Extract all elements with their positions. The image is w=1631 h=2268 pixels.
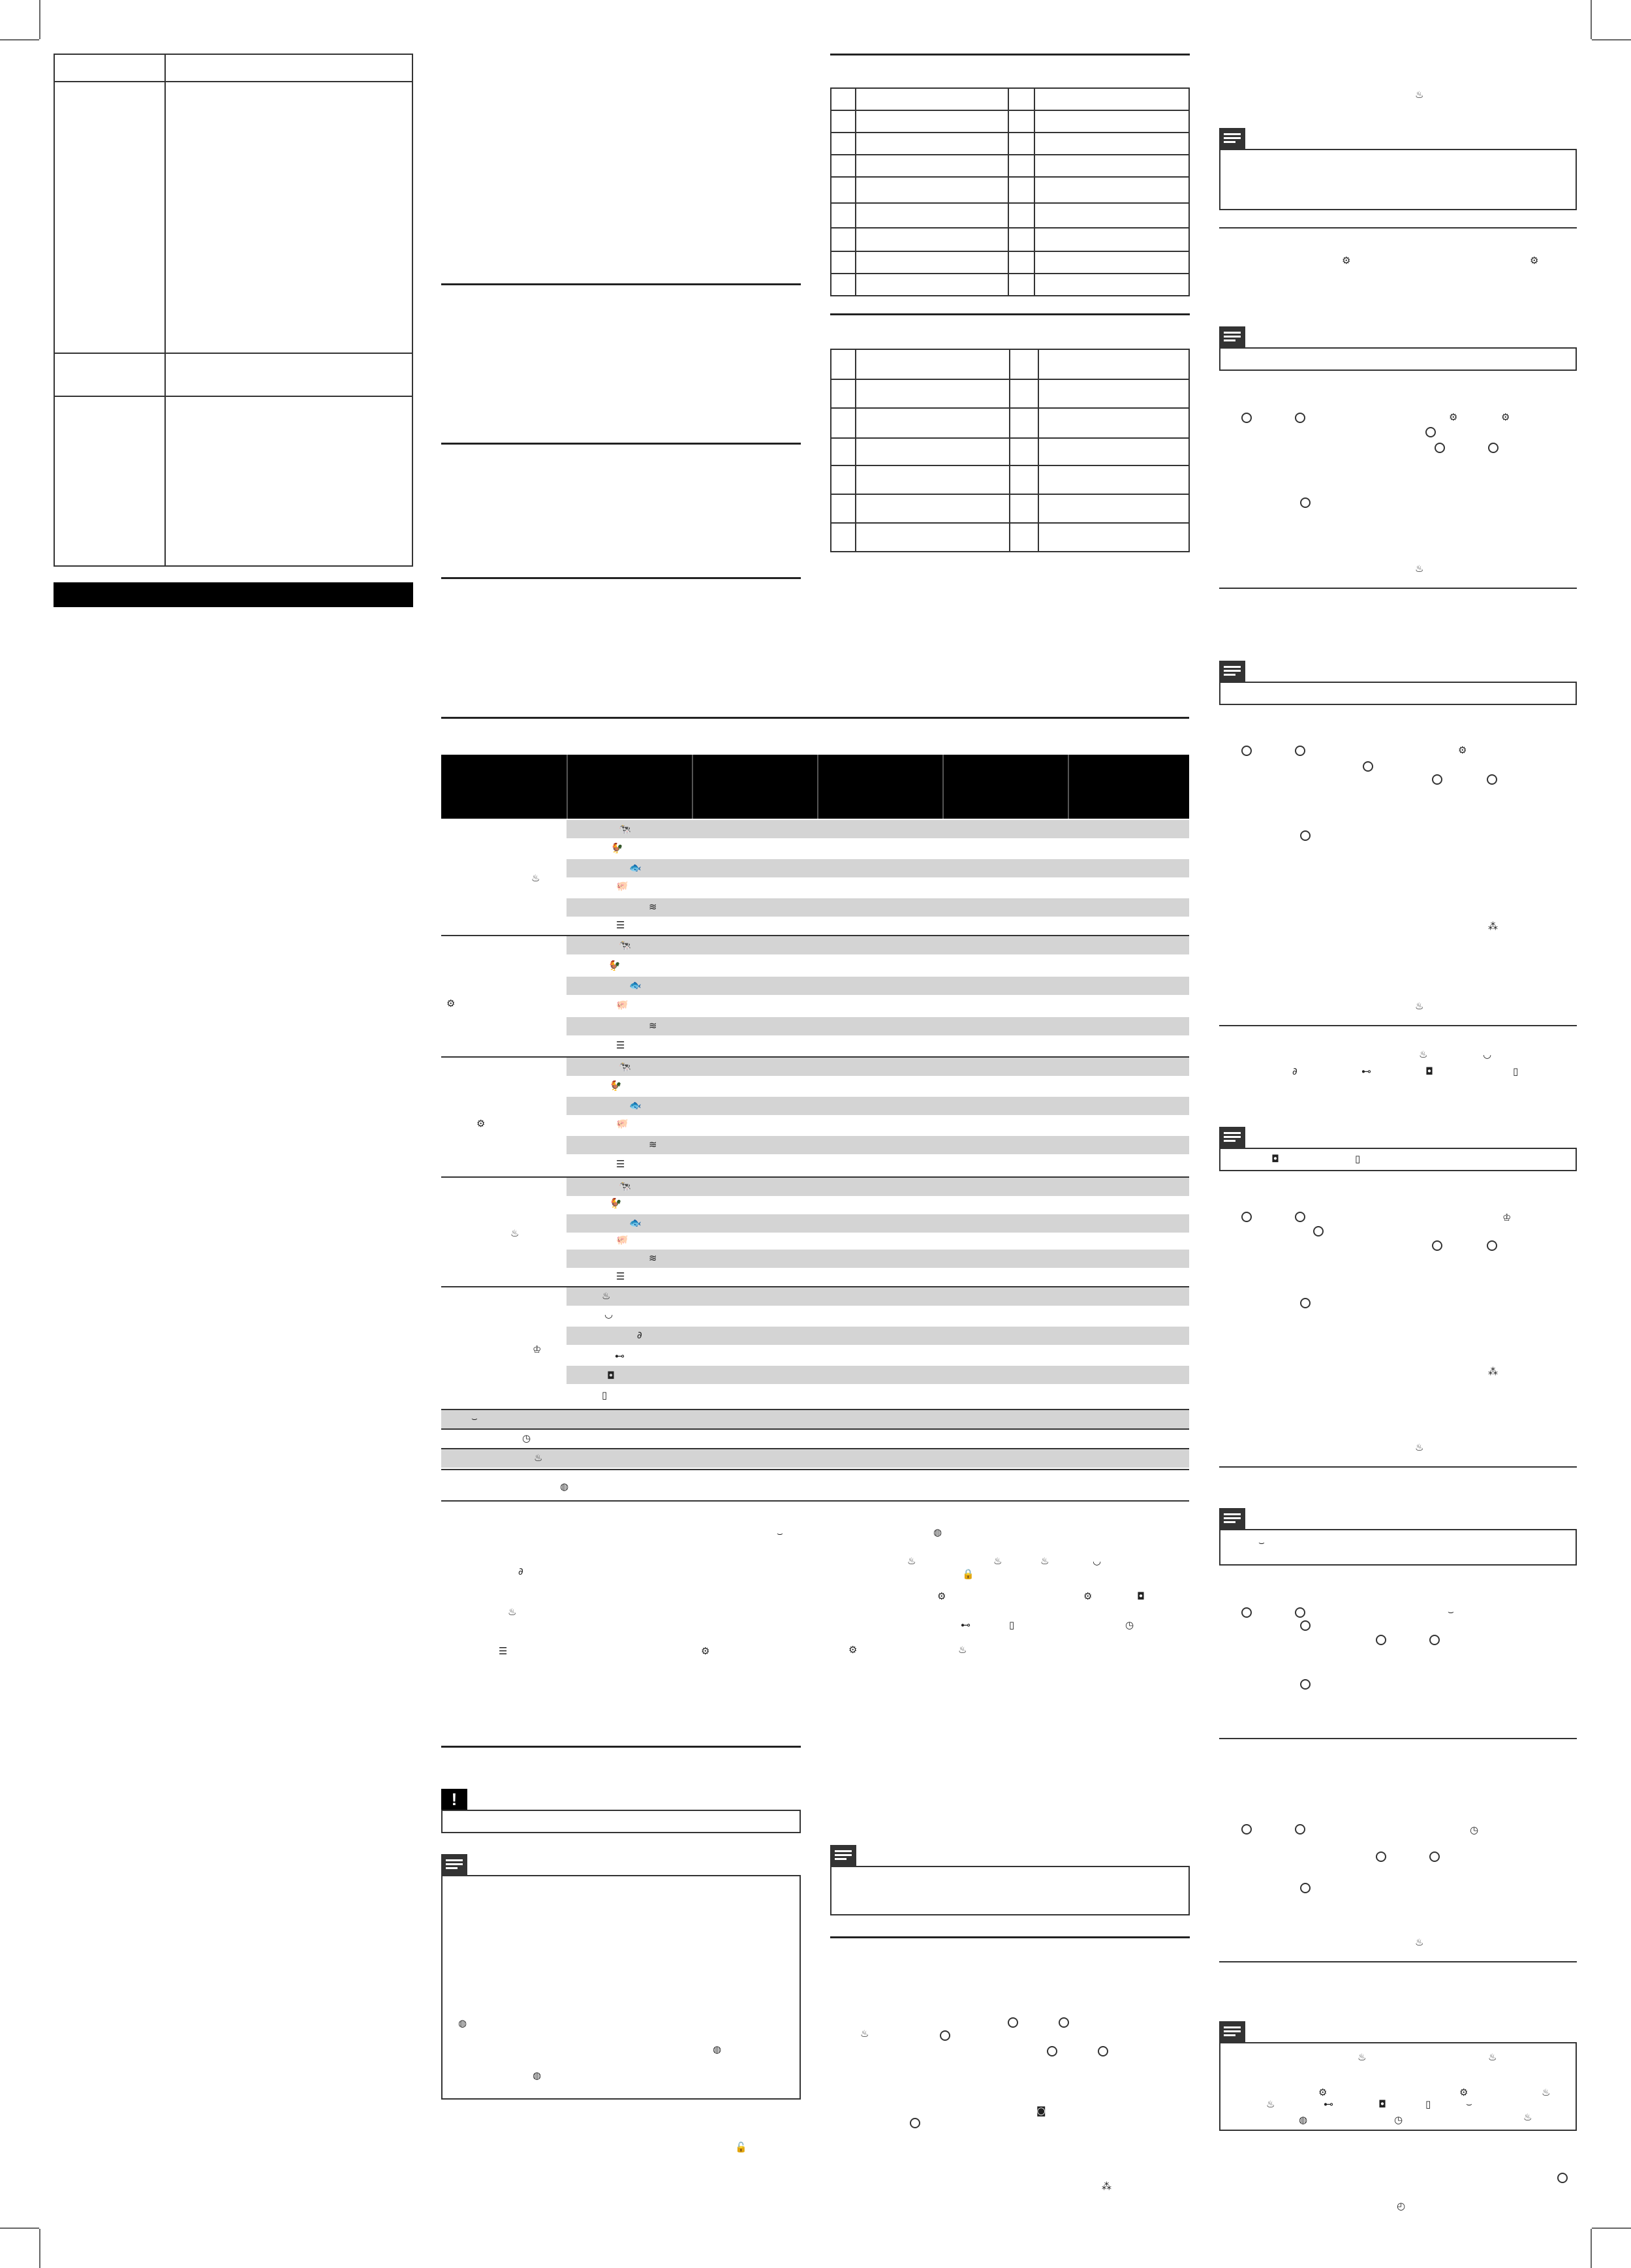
keep-warm-icon: ♨ bbox=[1415, 1936, 1424, 1948]
parts-table-divider bbox=[1008, 87, 1009, 296]
up-button-icon bbox=[1047, 2046, 1057, 2056]
keep-warm-icon: ♨ bbox=[1415, 1441, 1424, 1453]
fish-icon: 🐟 bbox=[629, 1099, 642, 1111]
parts-table-row-line bbox=[830, 494, 1190, 495]
custom-icon: ☰ bbox=[616, 1270, 625, 1282]
soup-icon: ♨ bbox=[1266, 2098, 1275, 2110]
beef-icon: 🐄 bbox=[619, 1180, 631, 1192]
keep-warm-icon: ♨ bbox=[508, 1606, 517, 1618]
reheat-icon: ◍ bbox=[458, 2017, 467, 2029]
soup-icon: ♨ bbox=[602, 1290, 611, 1302]
section-rule bbox=[830, 1936, 1190, 1938]
up-button-icon bbox=[1435, 443, 1445, 453]
mode-multicook-icon: ♔ bbox=[1502, 1212, 1512, 1223]
jar-icon: ◘ bbox=[1425, 1065, 1433, 1077]
note-box bbox=[830, 1866, 1190, 1915]
confirm-button-icon bbox=[1300, 1679, 1311, 1690]
table-row-band bbox=[567, 1214, 1189, 1233]
section-rule bbox=[1219, 588, 1577, 589]
yogurt-icon: ▯ bbox=[1425, 2098, 1431, 2110]
confirm-button-icon bbox=[910, 2118, 920, 2128]
spec-table-row-line bbox=[54, 396, 413, 397]
confirm-button-icon bbox=[1300, 1883, 1311, 1893]
mode-pressure-icon: ⚙ bbox=[1342, 255, 1351, 266]
note-box bbox=[1219, 1529, 1577, 1566]
up-button-icon bbox=[1432, 774, 1442, 785]
mode-slow-cook-icon: ⚙ bbox=[476, 1118, 486, 1129]
down-button-icon bbox=[1098, 2046, 1108, 2056]
section-rule bbox=[441, 443, 801, 445]
table-row-band bbox=[567, 1178, 1189, 1196]
chicken-icon: 🐓 bbox=[610, 1197, 622, 1209]
reheat-icon: ◍ bbox=[1299, 2114, 1308, 2126]
parts-table-row-line bbox=[830, 110, 1190, 111]
confirm-button-icon bbox=[1557, 2173, 1568, 2183]
program-table-header-divider bbox=[692, 755, 693, 819]
table-row-band bbox=[567, 1250, 1189, 1268]
steam-release-icon: ⁂ bbox=[1488, 1366, 1498, 1378]
down-button-icon bbox=[1487, 1240, 1497, 1251]
spec-table-row-line bbox=[54, 81, 413, 82]
program-table-header-divider bbox=[567, 755, 568, 819]
soup-icon: ♨ bbox=[1040, 1555, 1049, 1567]
mode-pressure-icon: ⚙ bbox=[701, 1645, 710, 1657]
confirm-button-icon bbox=[1313, 1226, 1324, 1236]
reheat-icon: ◍ bbox=[533, 2070, 542, 2081]
down-button-icon bbox=[1488, 443, 1499, 453]
keep-warm-icon: ♨ bbox=[534, 1452, 543, 1464]
note-box bbox=[1219, 149, 1577, 210]
parts-table-row-line bbox=[830, 154, 1190, 155]
up-button-icon bbox=[1376, 1851, 1386, 1862]
mode-steam-icon: ♨ bbox=[860, 2028, 869, 2040]
porridge-icon: ◡ bbox=[604, 1308, 614, 1320]
soup-icon: ♨ bbox=[1358, 2051, 1367, 2063]
pork-icon: 🐖 bbox=[616, 999, 629, 1011]
note-box bbox=[1219, 347, 1577, 371]
mode-braise-icon: ♨ bbox=[958, 1644, 967, 1656]
yogurt-icon: ▯ bbox=[1009, 1619, 1015, 1631]
mixed-icon: ≋ bbox=[649, 1020, 657, 1032]
section-rule bbox=[1219, 1466, 1577, 1468]
table-row-band bbox=[567, 1017, 1189, 1035]
confirm-button-icon bbox=[1425, 427, 1436, 437]
fish-icon: 🐟 bbox=[629, 1217, 642, 1229]
up-button-icon bbox=[1241, 1824, 1252, 1835]
pork-icon: 🐖 bbox=[616, 1118, 629, 1129]
up-button-icon bbox=[1241, 413, 1252, 423]
section-rule bbox=[1219, 1961, 1577, 1962]
mode-pressure-icon: ⚙ bbox=[848, 1644, 858, 1656]
section-rule bbox=[830, 313, 1190, 315]
up-button-icon bbox=[1241, 746, 1252, 756]
bean-icon: ∂ bbox=[1292, 1065, 1297, 1077]
spec-table bbox=[54, 54, 413, 567]
section-rule bbox=[1219, 1025, 1577, 1026]
section-rule bbox=[441, 577, 801, 579]
table-row-band bbox=[567, 820, 1189, 838]
parts-table-row-line bbox=[830, 522, 1190, 524]
keep-warm-icon: ♨ bbox=[1415, 89, 1424, 101]
note-icon bbox=[1219, 326, 1245, 347]
parts-table-divider bbox=[855, 87, 856, 296]
mode-slow-cook-icon: ⚙ bbox=[1458, 744, 1467, 756]
parts-table-row-line bbox=[830, 407, 1190, 409]
table-row-line bbox=[441, 1428, 1189, 1430]
parts-table-row-line bbox=[830, 437, 1190, 439]
note-box bbox=[441, 1875, 801, 2100]
parts-table-row-line bbox=[830, 227, 1190, 228]
saute-icon: ⌣ bbox=[777, 1528, 783, 1539]
custom-icon: ☰ bbox=[616, 919, 625, 931]
saute-icon: ⌣ bbox=[1448, 1606, 1454, 1618]
saute-icon: ⌣ bbox=[471, 1413, 478, 1425]
note-icon bbox=[1219, 2021, 1245, 2042]
jar-icon: ◘ bbox=[1271, 1153, 1279, 1165]
mixed-icon: ≋ bbox=[649, 901, 657, 913]
timer-icon: ◷ bbox=[1125, 1619, 1134, 1631]
jar-icon: ◘ bbox=[607, 1370, 615, 1381]
reheat-icon: ◍ bbox=[713, 2043, 722, 2055]
bone-icon: ⊷ bbox=[1324, 2098, 1333, 2110]
parts-table-row-line bbox=[830, 251, 1190, 252]
mode-pressure-icon: ⚙ bbox=[1530, 255, 1539, 266]
up-button-icon bbox=[1376, 1635, 1386, 1645]
up-button-icon bbox=[1008, 2017, 1018, 2028]
crop-mark bbox=[39, 2229, 40, 2268]
program-table-header-divider bbox=[1068, 755, 1069, 819]
table-row-band bbox=[567, 859, 1189, 877]
up-button-icon bbox=[1241, 1212, 1252, 1222]
section-rule bbox=[441, 717, 1189, 719]
crop-mark bbox=[1591, 0, 1592, 39]
down-button-icon bbox=[1295, 413, 1305, 423]
crop-mark bbox=[0, 39, 39, 40]
crop-mark bbox=[39, 0, 40, 39]
timer-icon: ◷ bbox=[1470, 1824, 1479, 1836]
table-row-line bbox=[441, 1469, 1189, 1470]
confirm-button-icon bbox=[1300, 830, 1311, 841]
mode-steam-icon: ♨ bbox=[531, 872, 540, 884]
yogurt-icon: ▯ bbox=[602, 1389, 608, 1401]
program-table-header-divider bbox=[817, 755, 818, 819]
table-row-band bbox=[567, 977, 1189, 995]
parts-table-row-line bbox=[830, 202, 1190, 204]
table-row-band bbox=[567, 1287, 1189, 1306]
mode-steam-icon: ♨ bbox=[907, 1555, 916, 1567]
lock-icon: 🔒 bbox=[962, 1568, 974, 1580]
section-rule bbox=[830, 54, 1190, 55]
timer-icon: ◷ bbox=[522, 1432, 531, 1444]
table-row-band bbox=[567, 1136, 1189, 1154]
note-box bbox=[1219, 682, 1577, 705]
parts-table-row-line bbox=[830, 176, 1190, 178]
table-row-band bbox=[567, 1327, 1189, 1345]
note-icon bbox=[1219, 661, 1245, 682]
beef-icon: 🐄 bbox=[619, 823, 631, 835]
mixed-icon: ≋ bbox=[649, 1139, 657, 1150]
chicken-icon: 🐓 bbox=[608, 960, 621, 971]
table-row-band bbox=[567, 1366, 1189, 1384]
up-button-icon bbox=[1241, 1607, 1252, 1618]
section-rule bbox=[441, 283, 801, 285]
beef-icon: 🐄 bbox=[619, 1061, 631, 1073]
mode-slow-cook-icon: ⚙ bbox=[1083, 1590, 1093, 1602]
porridge-icon: ◡ bbox=[1093, 1555, 1102, 1567]
chicken-icon: 🐓 bbox=[611, 842, 623, 854]
crop-mark bbox=[1592, 39, 1631, 40]
unlock-icon: 🔓 bbox=[735, 2141, 747, 2153]
down-button-icon bbox=[1487, 774, 1497, 785]
custom-icon: ☰ bbox=[616, 1158, 625, 1170]
down-button-icon bbox=[1295, 1607, 1305, 1618]
menu-icon: ◙ bbox=[1036, 2105, 1046, 2117]
table-row-band bbox=[567, 1097, 1189, 1115]
mode-pressure-icon: ⚙ bbox=[446, 998, 456, 1009]
soup-icon: ♨ bbox=[1419, 1048, 1428, 1060]
mode-pressure-icon: ⚙ bbox=[1449, 411, 1458, 423]
chicken-icon: 🐓 bbox=[610, 1080, 622, 1092]
bone-icon: ⊷ bbox=[615, 1350, 625, 1362]
saute-icon: ⌣ bbox=[1258, 1537, 1265, 1549]
parts-table-divider bbox=[1034, 87, 1035, 296]
note-icon bbox=[441, 1854, 467, 1875]
beef-icon: 🐄 bbox=[619, 939, 631, 951]
mode-braise-icon: ♨ bbox=[510, 1227, 520, 1239]
table-row-band bbox=[567, 936, 1189, 954]
keep-warm-icon: ♨ bbox=[1523, 2111, 1532, 2123]
warning-box bbox=[441, 1810, 801, 1833]
pork-icon: 🐖 bbox=[616, 880, 629, 892]
parts-table-1 bbox=[830, 87, 1190, 296]
note-icon bbox=[830, 1845, 856, 1866]
warning-icon: ! bbox=[441, 1789, 467, 1810]
mode-braise-icon: ♨ bbox=[1542, 2087, 1551, 2098]
mode-pressure-icon: ⚙ bbox=[937, 1590, 946, 1602]
down-button-icon bbox=[1295, 1824, 1305, 1835]
saute-icon: ⌣ bbox=[1466, 2098, 1472, 2110]
bean-icon: ∂ bbox=[637, 1329, 642, 1341]
note-icon bbox=[1219, 128, 1245, 149]
bone-icon: ⊷ bbox=[1361, 1065, 1371, 1077]
pork-icon: 🐖 bbox=[616, 1234, 629, 1246]
reheat-icon: ◍ bbox=[933, 1526, 942, 1538]
yogurt-icon: ▯ bbox=[1355, 1153, 1361, 1165]
table-bottom-line bbox=[441, 1500, 1189, 1502]
jar-icon: ◘ bbox=[1137, 1590, 1145, 1602]
program-table-header-divider bbox=[942, 755, 944, 819]
parts-table-row-line bbox=[830, 132, 1190, 133]
yogurt-icon: ▯ bbox=[1513, 1065, 1519, 1077]
down-button-icon bbox=[1429, 1635, 1440, 1645]
spec-table-divider bbox=[164, 54, 166, 567]
confirm-button-icon bbox=[1363, 761, 1373, 772]
mode-braise-icon: ♨ bbox=[993, 1555, 1002, 1567]
table-row-band bbox=[567, 898, 1189, 917]
custom-icon: ☰ bbox=[616, 1039, 625, 1051]
section-rule bbox=[1219, 1738, 1577, 1739]
confirm-button-icon bbox=[1300, 1298, 1311, 1308]
parts-table-row-line bbox=[830, 273, 1190, 274]
section-rule bbox=[441, 1746, 801, 1748]
parts-table-row-line bbox=[830, 379, 1190, 380]
fish-icon: 🐟 bbox=[629, 862, 642, 874]
porridge-icon: ◡ bbox=[1483, 1048, 1492, 1060]
table-row-band bbox=[441, 1449, 1189, 1468]
confirm-button-icon bbox=[940, 2030, 950, 2041]
down-button-icon bbox=[1059, 2017, 1069, 2028]
crop-mark bbox=[0, 2228, 39, 2229]
down-button-icon bbox=[1429, 1851, 1440, 1862]
crop-mark bbox=[1591, 2229, 1592, 2268]
note-icon bbox=[1219, 1508, 1245, 1529]
section-header-bar bbox=[54, 582, 413, 607]
section-rule bbox=[1219, 227, 1577, 228]
parts-table-row-line bbox=[830, 465, 1190, 466]
custom-icon: ☰ bbox=[499, 1645, 508, 1657]
jar-icon: ◘ bbox=[1378, 2098, 1386, 2110]
mode-multicook-icon: ♔ bbox=[533, 1344, 542, 1355]
timer-icon: ◷ bbox=[1394, 2114, 1403, 2126]
down-button-icon bbox=[1295, 746, 1305, 756]
note-icon bbox=[1219, 1127, 1245, 1148]
bone-icon: ⊷ bbox=[961, 1619, 971, 1631]
steam-release-icon: ⁂ bbox=[1102, 2181, 1111, 2192]
keep-warm-icon: ♨ bbox=[1415, 1000, 1424, 1012]
steam-release-icon: ⁂ bbox=[1488, 921, 1498, 932]
mode-pressure-icon: ⚙ bbox=[1318, 2087, 1328, 2098]
confirm-button-icon bbox=[1300, 497, 1311, 508]
keep-warm-icon: ♨ bbox=[1415, 563, 1424, 575]
table-row-band bbox=[567, 1058, 1189, 1076]
table-row-band bbox=[441, 1410, 1189, 1428]
confirm-button-icon bbox=[1300, 1620, 1311, 1631]
keep-warm-icon: ♨ bbox=[1488, 2051, 1497, 2063]
down-button-icon bbox=[1295, 1212, 1305, 1222]
mode-pressure-icon: ⚙ bbox=[1501, 411, 1510, 423]
program-table-header bbox=[441, 755, 1189, 819]
spec-table-row-line bbox=[54, 353, 413, 354]
reheat-icon: ◍ bbox=[560, 1481, 569, 1492]
crop-mark bbox=[1592, 2228, 1631, 2229]
up-button-icon bbox=[1432, 1240, 1442, 1251]
mode-pressure-icon: ⚙ bbox=[1459, 2087, 1468, 2098]
fish-icon: 🐟 bbox=[629, 979, 642, 991]
clock-icon: ◴ bbox=[1397, 2200, 1406, 2212]
bean-icon: ∂ bbox=[518, 1566, 523, 1577]
mixed-icon: ≋ bbox=[649, 1252, 657, 1264]
